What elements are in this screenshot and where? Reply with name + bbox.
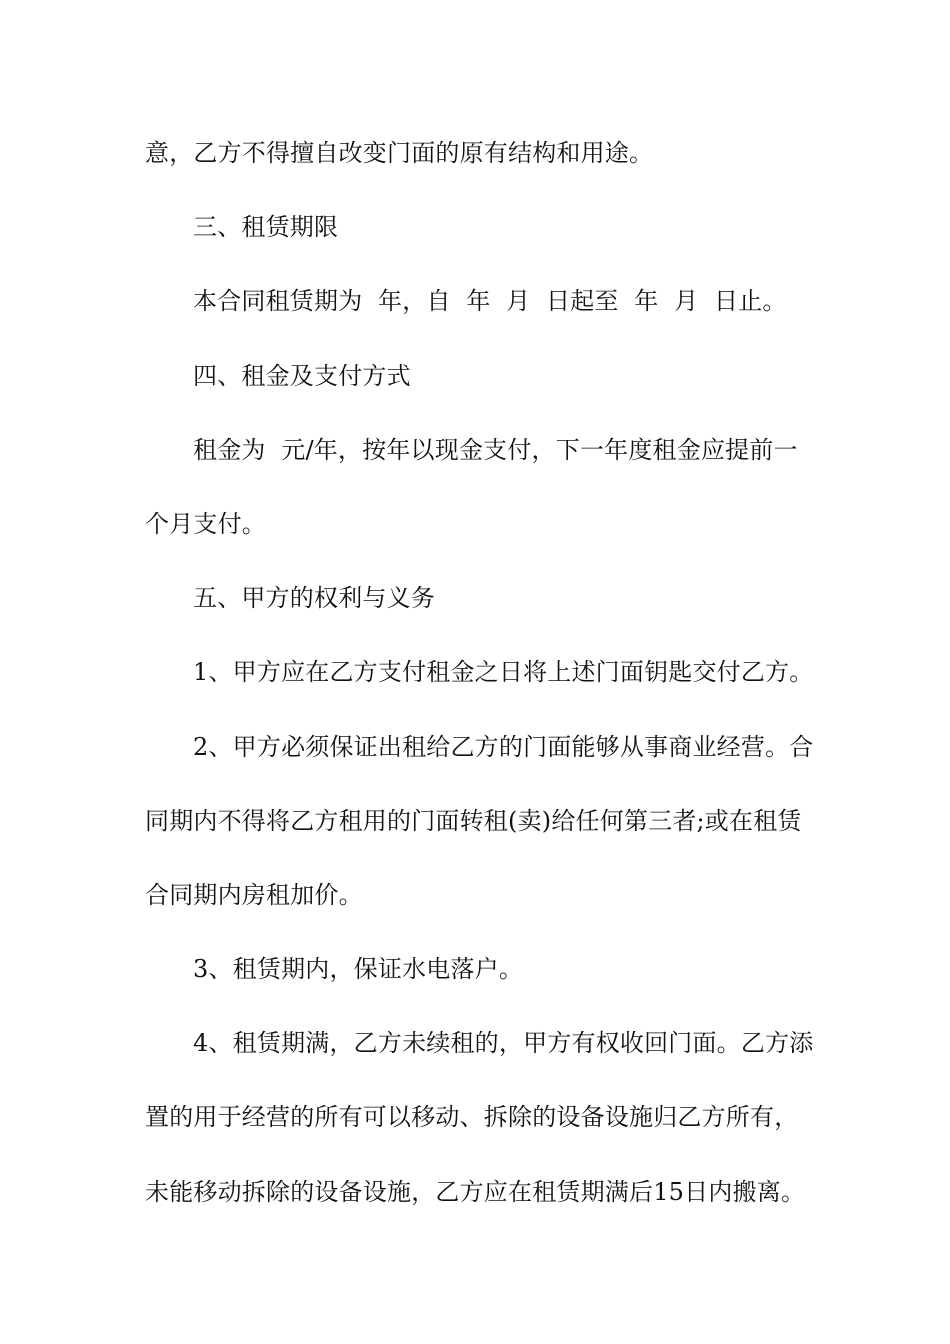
- section-heading-rent-payment: 四、租金及支付方式: [193, 361, 411, 390]
- text-line: 意，乙方不得擅自改变门面的原有结构和用途。: [145, 139, 654, 167]
- document-body: [145, 123, 814, 1236]
- text-line: 租金为 元/年，按年以现金支付，下一年度租金应提前一: [193, 435, 798, 464]
- text-line: 置的用于经营的所有可以移动、拆除的设备设施归乙方所有，: [145, 1103, 799, 1132]
- list-item: 3、租赁期内，保证水电落户。: [193, 955, 524, 984]
- list-item: 2、甲方必须保证出租给乙方的门面能够从事商业经营。合: [193, 732, 814, 761]
- list-item: 1、甲方应在乙方支付租金之日将上述门面钥匙交付乙方。: [193, 658, 814, 687]
- list-item: 4、租赁期满，乙方未续租的，甲方有权收回门面。乙方添: [193, 1029, 814, 1058]
- section-heading-party-a-rights: 五、甲方的权利与义务: [193, 584, 435, 613]
- text-line: 合同期内房租加价。: [145, 880, 363, 909]
- text-line: 未能移动拆除的设备设施，乙方应在租赁期满后15日内搬离。: [145, 1177, 806, 1206]
- text-line: 本合同租赁期为 年，自 年 月 日起至 年 月 日止。: [193, 287, 787, 316]
- text-line: 个月支付。: [145, 509, 266, 538]
- section-heading-lease-term: 三、租赁期限: [193, 213, 339, 242]
- text-line: 同期内不得将乙方租用的门面转租(卖)给任何第三者;或在租赁: [145, 806, 802, 835]
